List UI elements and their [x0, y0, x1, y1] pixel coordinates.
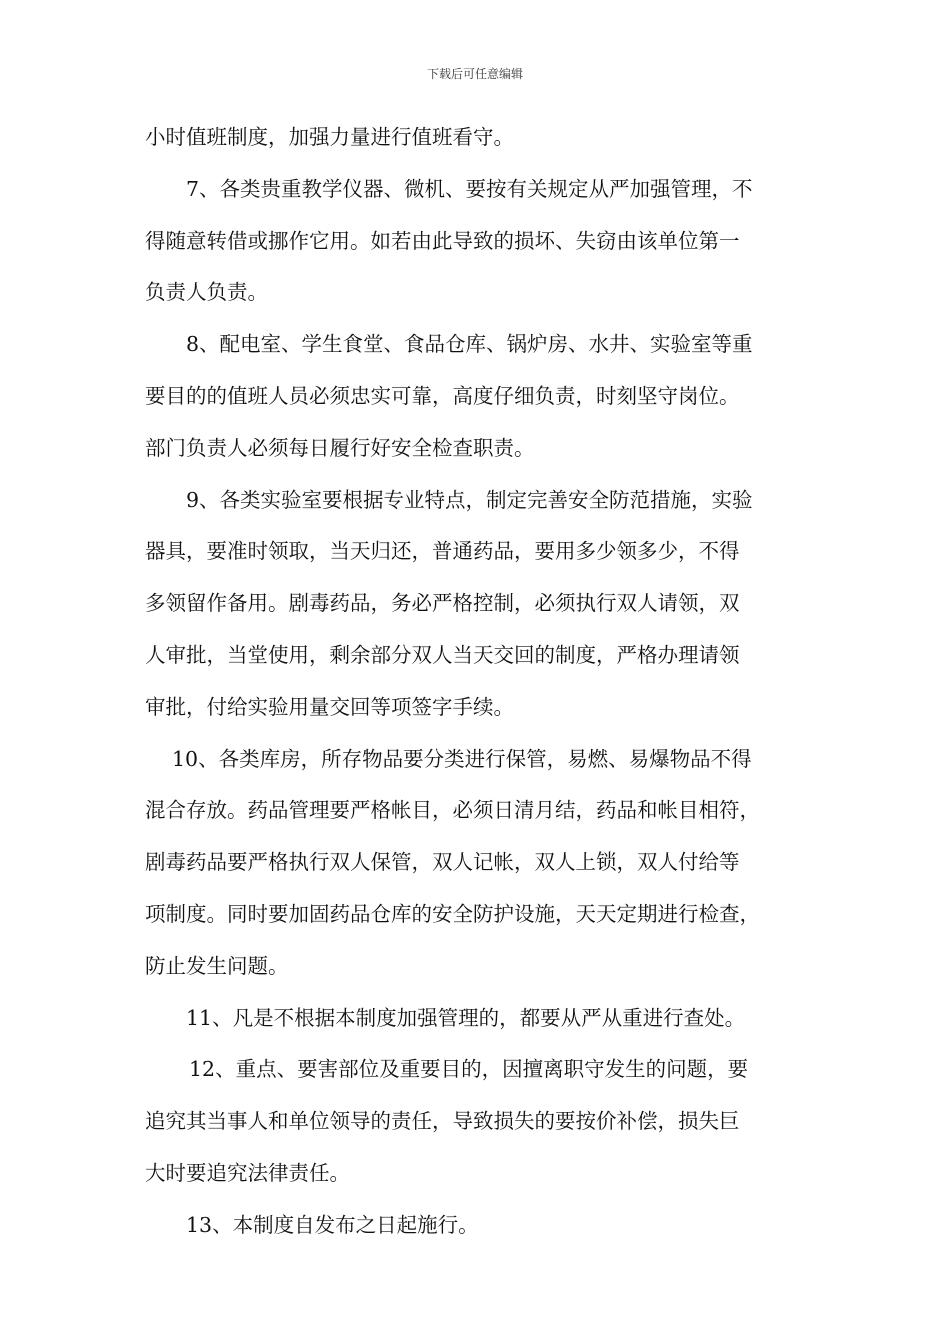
- text-line: 混合存放。药品管理要严格帐目，必须日清月结，药品和帐目相符，: [145, 798, 760, 823]
- page-header: 下载后可任意编辑: [426, 67, 523, 81]
- paragraph-item-10: 10、各类库房，所存物品要分类进行保管，易燃、易爆物品不得: [172, 746, 752, 771]
- text-line: 部门负责人必须每日履行好安全检查职责。: [145, 435, 535, 460]
- text-line: 多领留作备用。剧毒药品，务必严格控制，必须执行双人请领，双: [145, 591, 740, 616]
- text-line: 防止发生问题。: [145, 953, 289, 978]
- text-line: 负责人负责。: [145, 280, 268, 305]
- text-line: 大时要追究法律责任。: [145, 1160, 350, 1185]
- text-line: 剧毒药品要严格执行双人保管，双人记帐，双人上锁，双人付给等: [145, 850, 740, 875]
- paragraph-item-9: 9、各类实验室要根据专业特点，制定完善安全防范措施，实验: [186, 487, 753, 512]
- paragraph-item-12: 12、重点、要害部位及重要目的，因擅离职守发生的问题，要: [189, 1057, 749, 1082]
- paragraph-item-7: 7、各类贵重教学仪器、微机、要按有关规定从严加强管理，不: [186, 176, 753, 201]
- text-line: 人审批，当堂使用，剩余部分双人当天交回的制度，严格办理请领: [145, 642, 740, 667]
- text-line: 小时值班制度，加强力量进行值班看守。: [145, 125, 514, 149]
- text-line: 审批，付给实验用量交回等项签字手续。: [145, 694, 514, 719]
- text-line: 项制度。同时要加固药品仓库的安全防护设施，天天定期进行检查，: [145, 901, 760, 926]
- text-line: 器具，要准时领取，当天归还，普通药品，要用多少领多少，不得: [145, 539, 740, 564]
- paragraph-item-8: 8、配电室、学生食堂、食品仓库、锅炉房、水井、实验室等重: [186, 332, 753, 357]
- text-line: 追究其当事人和单位领导的责任，导致损失的要按价补偿，损失巨: [145, 1109, 740, 1134]
- paragraph-item-11: 11、凡是不根据本制度加强管理的，都要从严从重进行查处。: [186, 1005, 746, 1030]
- text-line: 要目的的值班人员必须忠实可靠，高度仔细负责，时刻坚守岗位。: [145, 383, 740, 408]
- document-body: [145, 112, 810, 1252]
- text-line: 得随意转借或挪作它用。如若由此导致的损坏、失窃由该单位第一: [145, 228, 740, 253]
- paragraph-item-13: 13、本制度自发布之日起施行。: [186, 1212, 479, 1237]
